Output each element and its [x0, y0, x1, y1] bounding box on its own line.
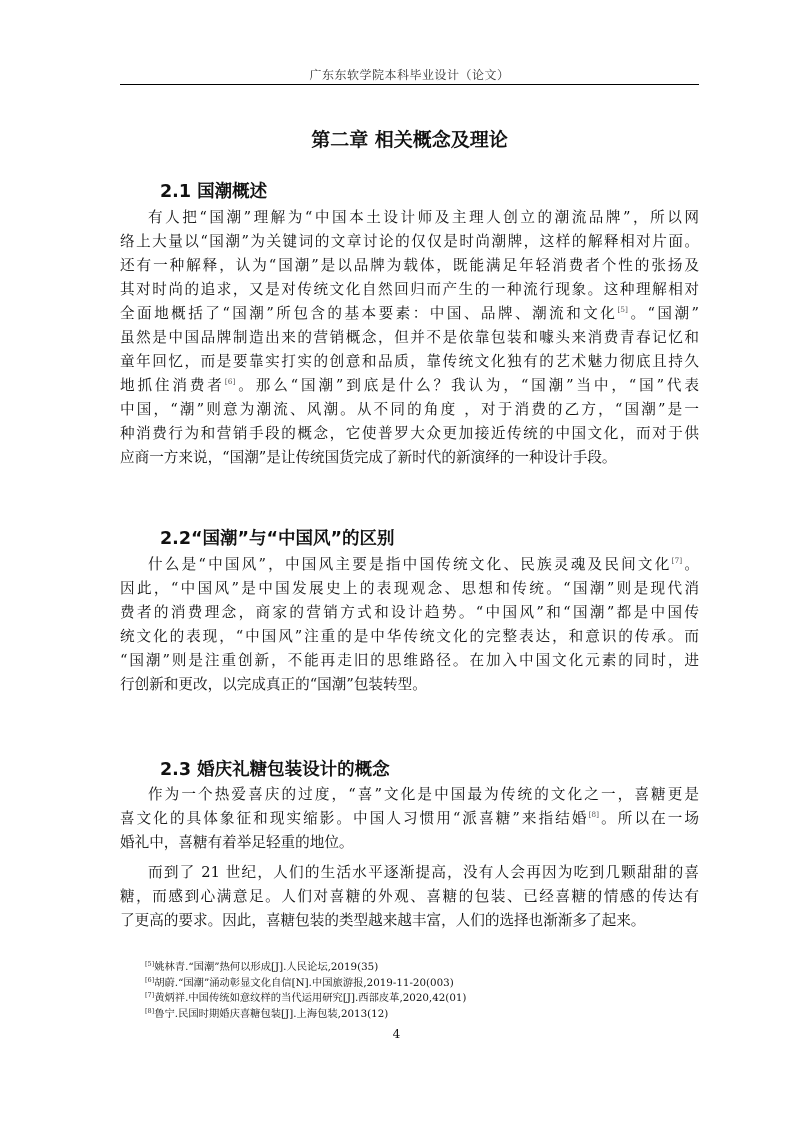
header-rule	[120, 84, 699, 85]
text-line	[120, 909, 699, 933]
line-text: 统文化的表现，“中国风”注重的是中华传统文化的完整表达，和意识的传承。而	[120, 628, 699, 645]
section-heading-2-1: 2.1 国潮概述	[160, 182, 268, 202]
line-text: 童年回忆，而是要靠实打实的创意和品质，靠传统文化独有的艺术魅力彻底且持久	[120, 353, 699, 370]
footnote-7	[145, 991, 466, 1007]
line-text: 虽然是中国品牌制造出来的营销概念，但并不是依靠包装和噱头来消费青春记忆和	[120, 329, 699, 346]
section-heading-2-3: 2.3 婚庆礼糖包装设计的概念	[160, 760, 390, 780]
text-line	[120, 861, 699, 885]
footnote-6	[145, 976, 466, 992]
text-line	[120, 673, 699, 697]
line-text-after-citation: 。“国潮”	[627, 305, 699, 322]
footnote-text: 鲁宁.民国时期婚庆喜糖包装[J].上海包装,2013(12)	[154, 1007, 389, 1020]
footnotes	[145, 960, 466, 1022]
line-text: 因此，“中国风”是中国发展史上的表现观念、思想和传统。“国潮”则是现代消	[120, 580, 699, 597]
page-number: 4	[392, 1027, 401, 1041]
text-line	[120, 422, 699, 446]
line-text: 什么是“中国风”，中国风主要是指中国传统文化、民族灵魂及民间文化	[148, 556, 672, 573]
section-2-2-body	[120, 553, 699, 697]
text-line	[120, 230, 699, 254]
footnote-mark: [7]	[145, 991, 155, 1000]
chapter-title: 第二章 相关概念及理论	[311, 129, 508, 151]
line-text-after-citation: 。	[682, 556, 699, 573]
text-line	[120, 446, 699, 470]
line-text: 种消费行为和营销手段的概念，它使普罗大众更加接近传统的中国文化，而对于供	[120, 425, 699, 442]
citation-mark: [8]	[588, 810, 600, 819]
text-line	[120, 278, 699, 302]
footnote-text: 姚林青.“国潮”热何以形成[J].人民论坛,2019(35)	[154, 961, 379, 973]
text-line	[120, 254, 699, 278]
line-text-after-citation: 。所以在一场	[599, 810, 699, 827]
section-heading-2-2: 2.2“国潮”与“中国风”的区别	[160, 529, 395, 549]
citation-mark: [6]	[224, 377, 236, 386]
line-text: 还有一种解释，认为“国潮”是以品牌为载体，既能满足年轻消费者个性的张扬及	[120, 257, 699, 274]
citation-mark: [5]	[617, 305, 628, 314]
line-text: 地抓住消费者	[120, 377, 225, 394]
text-line	[120, 807, 699, 831]
line-text: 其对时尚的追求，又是对传统文化自然回归而产生的一种流行现象。这种理解相对	[120, 281, 699, 298]
text-line	[120, 350, 699, 374]
line-text: 婚礼中，喜糖有着举足轻重的地位。	[120, 834, 354, 851]
text-line	[120, 577, 699, 601]
line-text: 了更高的要求。因此，喜糖包装的类型越来越丰富，人们的选择也渐渐多了起来。	[120, 912, 646, 929]
line-text: 应商一方来说，“国潮”是让传统国货完成了新时代的新演绎的一种设计手段。	[120, 449, 617, 466]
text-line	[120, 831, 699, 855]
line-text: 行创新和更改，以完成真正的“国潮”包装转型。	[120, 676, 427, 693]
footnote-text: 胡蔚.“国潮”涌动彰显文化自信[N].中国旅游报,2019-11-20(003)	[154, 976, 454, 989]
text-line	[120, 206, 699, 230]
text-line	[120, 302, 699, 326]
text-line	[120, 783, 699, 807]
line-text: 作为一个热爱喜庆的过度，“喜”文化是中国最为传统的文化之一，喜糖更是	[148, 786, 699, 803]
text-line	[120, 601, 699, 625]
line-text-after-citation: 。那么“国潮”到底是什么？我认为，“国潮”当中，“国”代表	[235, 377, 699, 394]
line-text: 喜文化的具体象征和现实缩影。中国人习惯用“派喜糖”来指结婚	[120, 810, 589, 827]
section-2-3-body-2	[120, 861, 699, 933]
page-header: 广东东软学院本科毕业设计（论文）	[309, 68, 510, 82]
line-text: 络上大量以“国潮”为关键词的文章讨论的仅仅是时尚潮牌，这样的解释相对片面。	[120, 233, 699, 250]
text-line	[120, 398, 699, 422]
footnote-text: 黄炳祥.中国传统如意纹样的当代运用研究[J].西部皮革,2020,42(01)	[154, 992, 467, 1005]
footnote-5	[145, 960, 466, 976]
text-line	[120, 553, 699, 577]
text-line	[120, 649, 699, 673]
line-text: 而到了 21 世纪，人们的生活水平逐渐提高，没有人会再因为吃到几颗甜甜的喜	[148, 864, 699, 881]
text-line	[120, 374, 699, 398]
citation-mark: [7]	[671, 556, 683, 565]
footnote-mark: [5]	[145, 960, 155, 968]
line-text: 全面地概括了“国潮”所包含的基本要素：中国、品牌、潮流和文化	[120, 305, 618, 322]
footnote-mark: [8]	[145, 1006, 155, 1015]
line-text: 有人把“国潮”理解为“中国本土设计师及主理人创立的潮流品牌”，所以网	[148, 209, 699, 226]
text-line	[120, 625, 699, 649]
text-line	[120, 326, 699, 350]
line-text: 费者的消费理念，商家的营销方式和设计趋势。“中国风”和“国潮”都是中国传	[120, 604, 699, 621]
text-line	[120, 885, 699, 909]
line-text: 糖，而感到心满意足。人们对喜糖的外观、喜糖的包装、已经喜糖的情感的传达有	[120, 888, 699, 905]
line-text: “国潮”则是注重创新，不能再走旧的思维路径。在加入中国文化元素的同时，进	[120, 652, 699, 669]
footnote-mark: [6]	[145, 975, 155, 984]
line-text: 中国，“潮”则意为潮流、风潮。从不同的角度 ，对于消费的乙方，“国潮”是一	[120, 401, 699, 418]
footnote-8	[145, 1007, 466, 1023]
section-2-1-body	[120, 206, 699, 470]
section-2-3-body-1	[120, 783, 699, 855]
